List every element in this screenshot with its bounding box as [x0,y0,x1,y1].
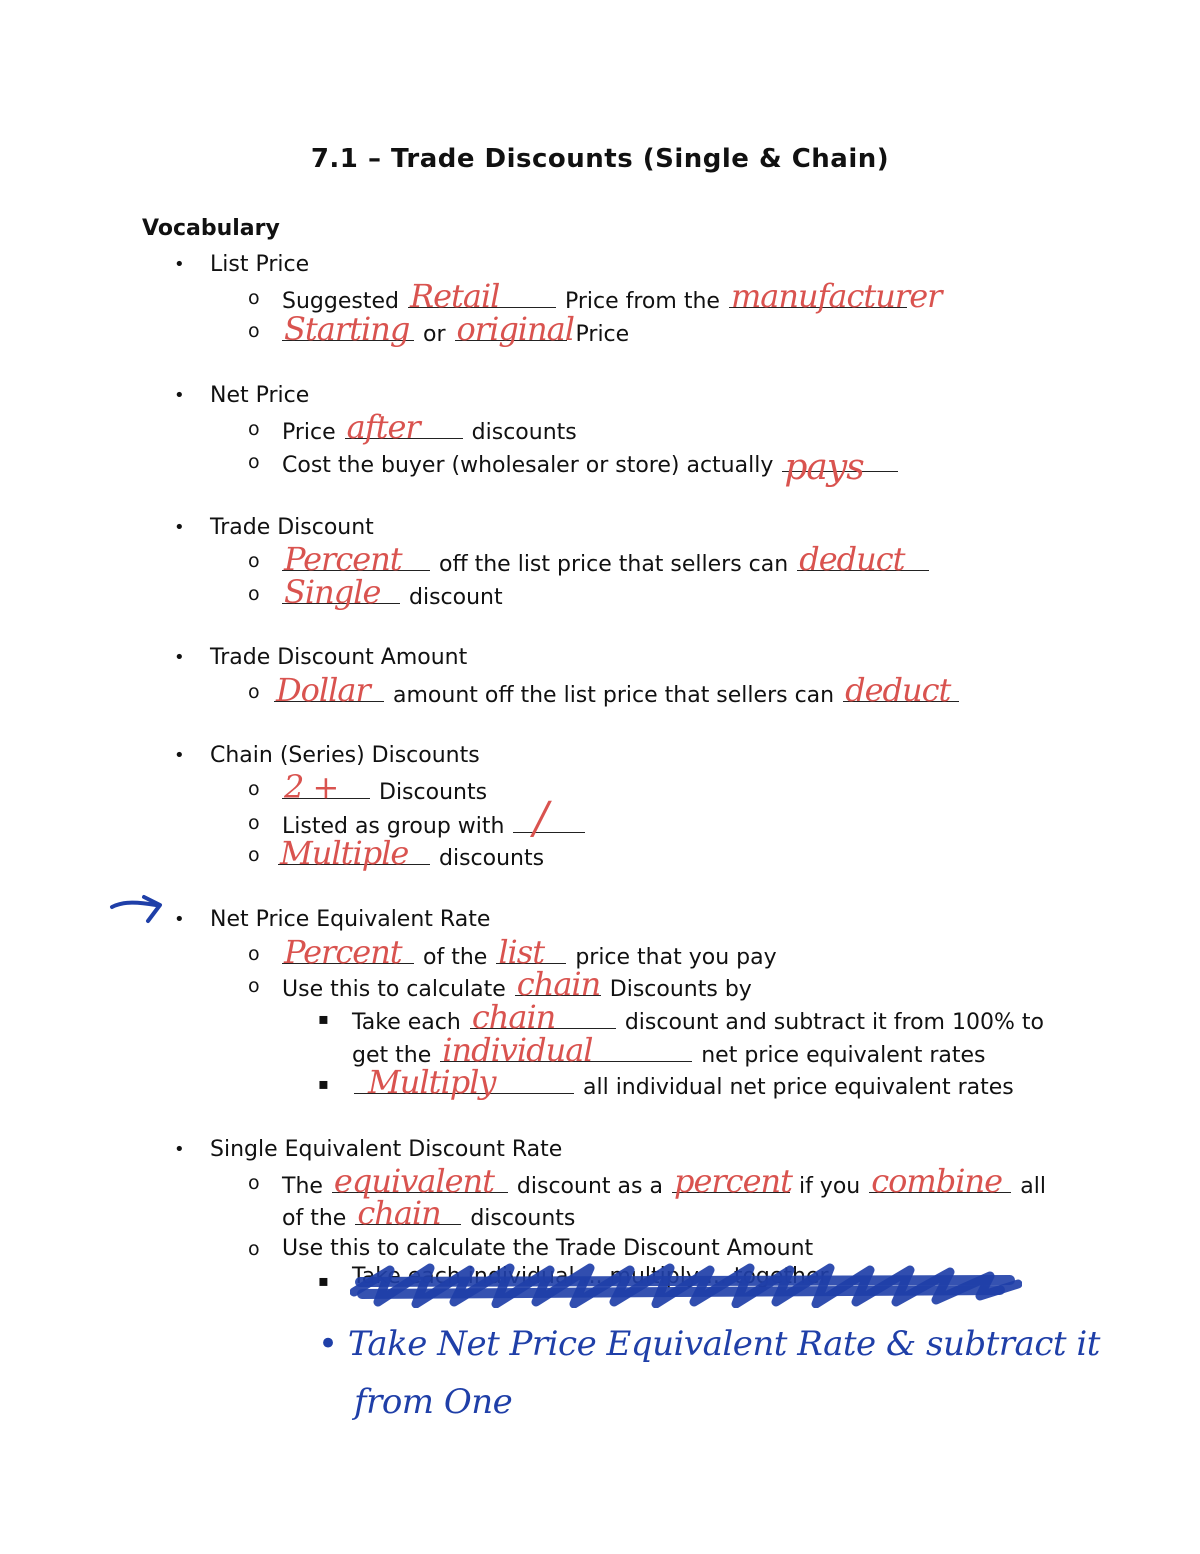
circle-bullet-icon [248,840,260,871]
text: Cost the buyer (wholesaler or store) actually [282,453,774,478]
answer-blank [282,310,414,348]
handwritten-answer: manufacturer [730,277,942,315]
circle-bullet-icon [248,677,260,708]
square-bullet-icon [318,1266,329,1296]
handwritten-answer: Starting [284,310,410,348]
handwritten-answer: list [498,933,545,971]
answer-blank [282,933,414,971]
answer-blank [729,277,942,315]
text: of the [423,945,488,970]
handwritten-answer: chain [471,998,556,1036]
square-bullet-icon [318,1004,329,1034]
answer-blank [515,965,601,1003]
circle-bullet-icon [248,1234,260,1265]
answer-blank [274,671,384,709]
handwritten-answer: original [456,310,574,348]
handwritten-answer: Multiple [280,834,409,872]
chain-discounts-line-3 [276,834,545,874]
text: Take each [352,1010,461,1035]
text: all individual net price equivalent rates [583,1075,1014,1100]
answer-blank [282,540,430,578]
answer-blank [797,540,929,578]
handwritten-answer: individual [442,1031,593,1069]
text: discount and subtract it from 100% to [624,1010,1044,1035]
bullet-icon [174,381,185,411]
bullet-icon [174,250,185,280]
net-price-line-1 [282,408,577,448]
answer-blank [496,933,566,971]
text: discount [409,585,503,610]
crossed-out-text: Take each individual ... multiply ... together [352,1264,829,1289]
text: price that you pay [575,945,777,970]
text: Price [575,322,630,347]
circle-bullet-icon [248,316,260,347]
circle-bullet-icon [248,546,260,577]
answer-blank [345,408,463,446]
term-list-price: List Price [210,252,310,277]
text: Suggested [282,289,399,314]
answer-blank [672,1162,792,1200]
answer-blank [440,1031,692,1069]
handwritten-answer: after [346,408,420,446]
scribble-cross-out [350,1262,1022,1308]
trade-discount-line-2 [280,573,503,613]
text: all [1020,1174,1046,1199]
npe-sub-line-2 [352,1063,1014,1103]
handwritten-answer: 2 + [284,768,339,806]
term-net-price-equivalent-rate: Net Price Equivalent Rate [210,907,491,932]
term-trade-discount-amount: Trade Discount Amount [210,645,468,670]
text: Price [282,420,336,445]
answer-blank [843,671,959,709]
answer-blank [470,998,616,1036]
circle-bullet-icon [248,283,260,314]
text: if you [798,1174,861,1199]
text: discounts [470,1206,576,1231]
circle-bullet-icon [248,1168,260,1199]
handwritten-answer: Multiply [368,1063,496,1101]
handwritten-answer: equivalent [333,1162,494,1200]
circle-bullet-icon [248,774,260,805]
answer-blank [282,573,400,611]
text: amount off the list price that sellers can [393,683,835,708]
handwritten-note-line-2: from One [354,1382,513,1422]
vocabulary-heading: Vocabulary [142,216,280,241]
answer-blank [332,1162,508,1200]
text: off the list price that sellers can [439,552,789,577]
bullet-icon [174,905,185,935]
page-title: 7.1 – Trade Discounts (Single & Chain) [310,144,890,174]
text: Use this to calculate [282,977,506,1002]
handwritten-answer: Single [284,573,381,611]
text: get the [352,1043,432,1068]
sedr-line-1b [282,1194,576,1234]
text: The [282,1174,323,1199]
answer-blank [869,1162,1011,1200]
list-price-line-2 [280,310,630,350]
circle-bullet-icon [248,414,260,445]
text: net price equivalent rates [701,1043,986,1068]
net-price-line-2 [282,447,900,488]
bullet-icon [174,513,185,543]
handwritten-answer: Retail [409,277,500,315]
text: discount as a [516,1174,663,1199]
circle-bullet-icon [248,579,260,610]
handwritten-answer: deduct [799,540,905,578]
bullet-icon [174,741,185,771]
hand-drawn-arrow-icon [108,893,168,929]
text: discounts [471,420,577,445]
term-chain-discounts: Chain (Series) Discounts [210,743,480,768]
bullet-icon [174,643,185,673]
answer-blank [408,277,556,315]
answer-blank [513,793,585,844]
handwritten-answer: percent [673,1162,792,1200]
handwritten-answer: combine [871,1162,1003,1200]
text: Listed as group with [282,814,505,839]
circle-bullet-icon [248,808,260,839]
bullet-icon [174,1135,185,1165]
handwritten-answer: Percent [284,540,402,578]
text: discounts [439,846,545,871]
term-net-price: Net Price [210,383,310,408]
answer-blank [355,1194,461,1232]
handwritten-answer: chain [516,965,601,1003]
term-trade-discount: Trade Discount [210,515,374,540]
sedr-line-2: Use this to calculate the Trade Discount Amount [282,1236,814,1261]
answer-blank [278,834,430,872]
text: Price from the [564,289,720,314]
handwritten-answer: / [533,793,548,844]
handwritten-answer: Percent [284,933,402,971]
chain-discounts-line-1 [280,768,488,808]
text: Discounts [379,780,488,805]
text: or [423,322,446,347]
text: Discounts by [609,977,752,1002]
term-single-equivalent-discount-rate: Single Equivalent Discount Rate [210,1137,563,1162]
handwritten-answer: chain [357,1194,441,1232]
circle-bullet-icon [248,971,260,1002]
answer-blank [455,310,574,348]
answer-blank [782,447,898,488]
handwritten-answer: deduct [845,671,951,709]
trade-discount-amount-line-1 [272,671,961,711]
handwritten-note-line-1: • Take Net Price Equivalent Rate & subtract it [318,1324,1100,1364]
answer-blank [354,1063,574,1101]
handwritten-answer: pays [784,447,864,488]
text: of the [282,1206,347,1231]
square-bullet-icon [318,1069,329,1099]
answer-blank [282,768,370,806]
handwritten-answer: Dollar [276,671,370,709]
circle-bullet-icon [248,447,260,478]
circle-bullet-icon [248,939,260,970]
